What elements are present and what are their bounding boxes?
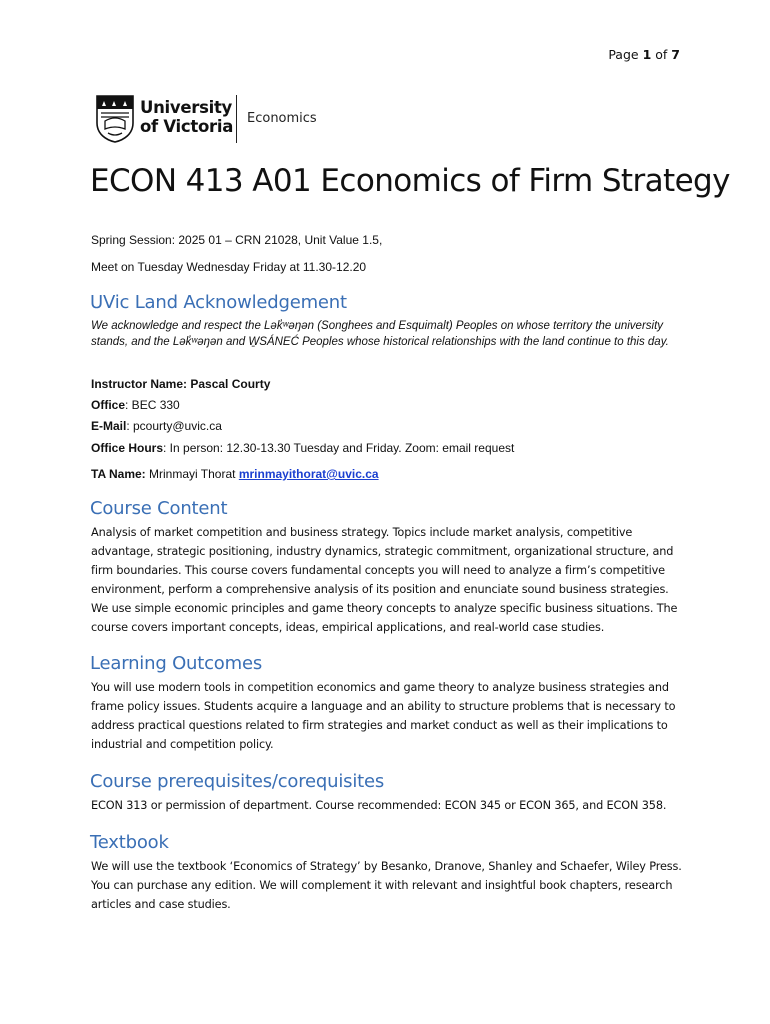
office-label: Office — [91, 398, 126, 412]
session-info: Spring Session: 2025 01 – CRN 21028, Unit Value 1.5, — [91, 233, 383, 247]
office-hours-value: : In person: 12.30-13.30 Tuesday and Friday. Zoom: email request — [163, 441, 515, 455]
instructor-office — [91, 398, 180, 412]
land-acknowledgement-text: We acknowledge and respect the Lək̓ʷəŋən (Songhees and Esquimalt) Peoples on whose territory the university stands, and the Lək̓ʷəŋən and W̱SÁNEĆ Peoples whose historical relationships with the land continue to this day. — [91, 320, 669, 348]
textbook-text: We will use the textbook ‘Economics of Strategy’ by Besanko, Dranove, Shanley and Schaefer, Wiley Press. You can purchase any edition. We will complement it with relevant and insightful book chapters, research articles and case studies. — [91, 860, 682, 912]
page-total: 7 — [671, 47, 680, 62]
ta-name: Mrinmayi Thorat — [145, 467, 239, 481]
page-prefix: Page — [608, 47, 639, 62]
ta-email-link[interactable]: mrinmayithorat@uvic.ca — [238, 467, 379, 481]
office-hours — [91, 441, 514, 455]
ta-info — [91, 467, 379, 481]
instructor-name-text: Instructor Name: Pascal Courty — [91, 377, 271, 391]
wordmark-line-1: University — [140, 98, 233, 117]
instructor-name — [91, 377, 270, 391]
course-title: ECON 413 A01 Economics of Firm Strategy — [90, 163, 730, 199]
prerequisites-text: ECON 313 or permission of department. Course recommended: ECON 345 or ECON 365, and ECON 358. — [91, 799, 667, 812]
university-logo — [96, 95, 326, 147]
meeting-times: Meet on Tuesday Wednesday Friday at 11.30-12.20 — [91, 260, 367, 274]
ta-label: TA Name: — [91, 467, 146, 481]
office-hours-label: Office Hours — [91, 441, 164, 455]
instructor-email — [91, 419, 222, 433]
university-crest-icon — [96, 95, 134, 143]
course-content-heading: Course Content — [90, 498, 228, 519]
learning-outcomes-heading: Learning Outcomes — [90, 653, 262, 674]
land-acknowledgement-heading: UVic Land Acknowledgement — [90, 292, 347, 313]
email-value: : pcourty@uvic.ca — [126, 419, 222, 433]
prerequisites-heading: Course prerequisites/corequisites — [90, 771, 385, 792]
textbook-heading: Textbook — [90, 832, 169, 853]
learning-outcomes-text: You will use modern tools in competition economics and game theory to analyze business strategies and frame policy issues. Students acquire a language and an ability to structure problems that is necessary to address practical questions related to firm strategies and market conduct as well as their implications to industrial and competition policy. — [91, 681, 676, 752]
page-current: 1 — [642, 47, 652, 62]
page-of: of — [655, 47, 668, 62]
wordmark-line-2: of Victoria — [140, 117, 234, 136]
department-name: Economics — [247, 111, 317, 126]
course-content-text: Analysis of market competition and business strategy. Topics include market analysis, competitive advantage, strategic positioning, industry dynamics, strategic commitment, organizational structure, and firm boundaries. This course covers fundamental concepts you will need to analyze a firm’s competitive environment, perform a comprehensive analysis of its position and enunciate sound business strategies. We use simple economic principles and game theory concepts to analyze specific business situations. The course covers important concepts, ideas, empirical applications, and real-world case studies. — [91, 526, 678, 635]
email-label: E-Mail — [91, 419, 127, 433]
office-value: : BEC 330 — [125, 398, 180, 412]
page-number — [608, 47, 680, 62]
university-wordmark — [140, 98, 233, 136]
logo-divider — [236, 95, 237, 143]
